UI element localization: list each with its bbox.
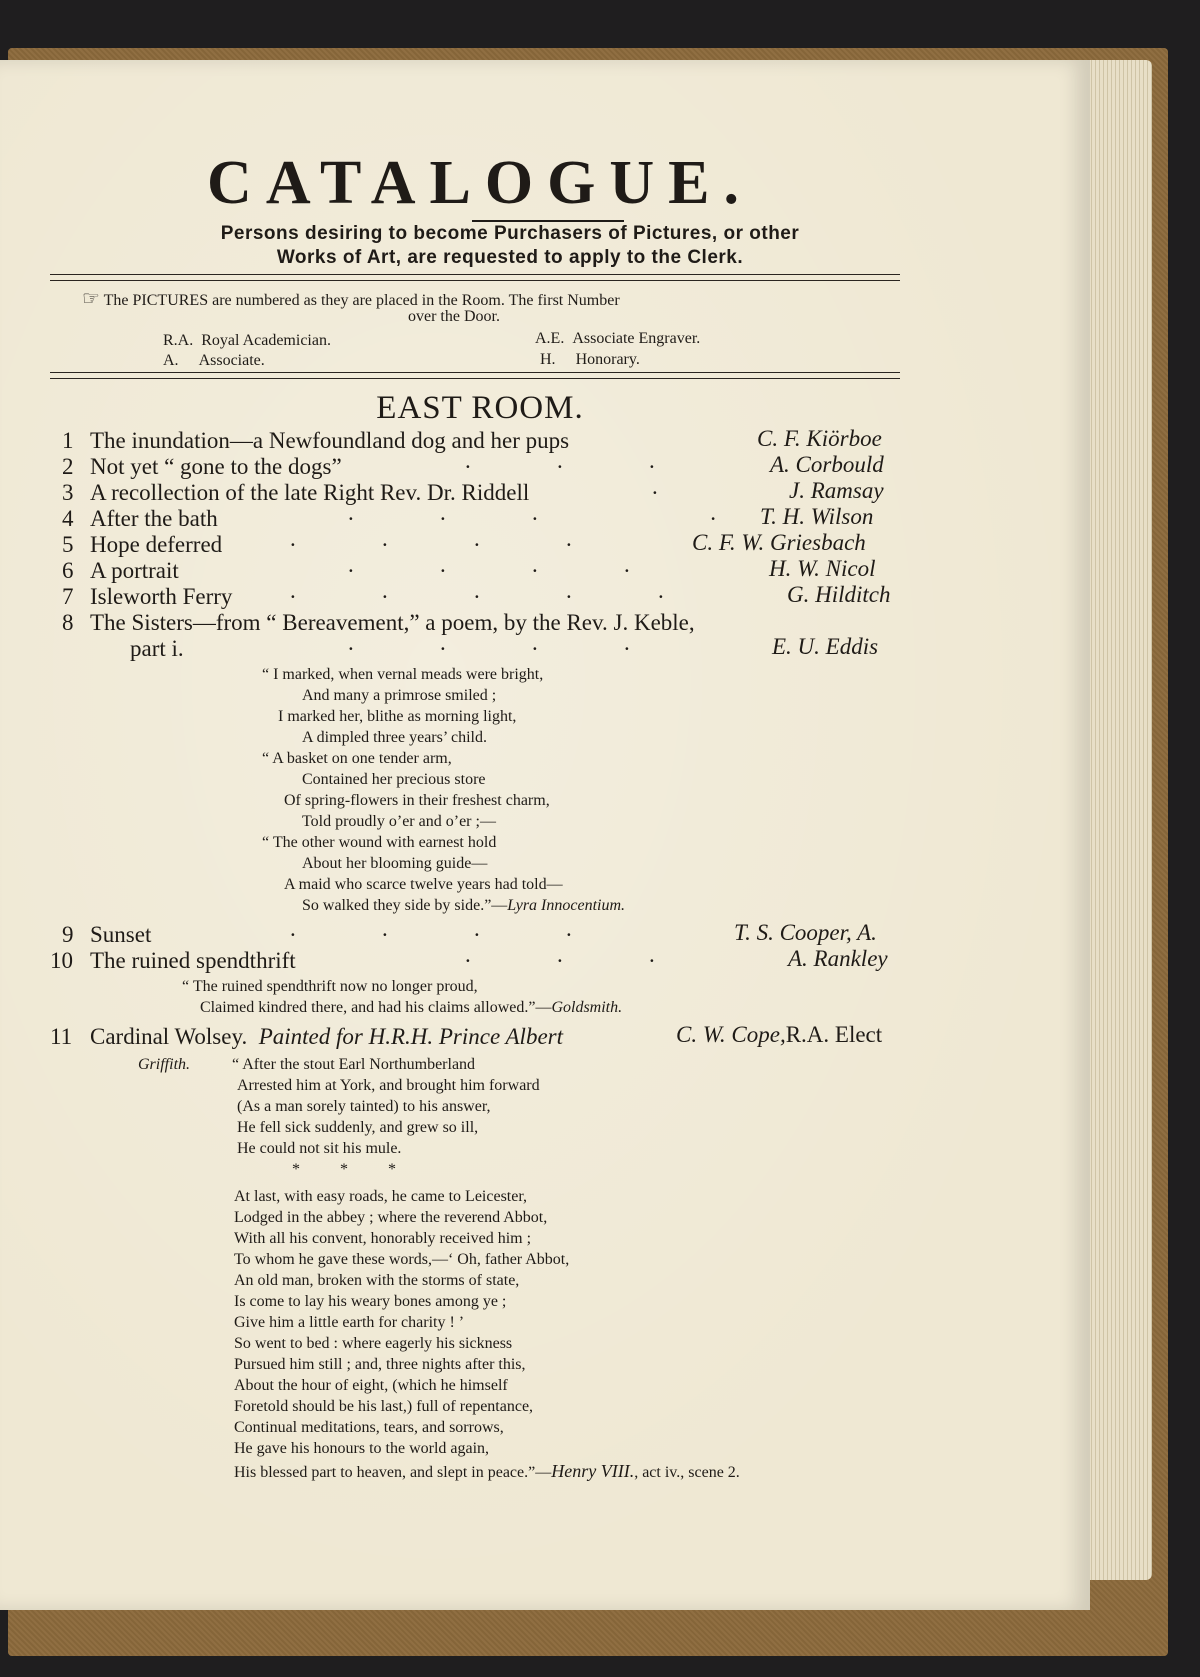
speaker-name: Griffith. — [138, 1056, 191, 1073]
verse-source: Henry VIII. — [551, 1461, 635, 1481]
verse-line: Is come to lay his weary bones among ye ; — [234, 1293, 507, 1310]
verse-line: So went to bed : where eagerly his sickness — [234, 1335, 513, 1352]
entry-artist: C. F. W. Griesbach — [692, 530, 866, 555]
entry-title: The inundation—a Newfoundland dog and her pups — [90, 428, 570, 453]
leader-dots: . . . . . — [290, 578, 664, 603]
verse-line: An old man, broken with the storms of state, — [234, 1272, 520, 1289]
abbr-h: H. Honorary. — [540, 351, 640, 368]
leader-dots: . . . — [465, 448, 655, 473]
verse-line: Pursued him still ; and, three nights after this, — [234, 1356, 526, 1373]
verse-line: About her blooming guide— — [302, 855, 488, 872]
section-title: EAST ROOM. — [376, 390, 584, 426]
verse-line: Of spring-flowers in their freshest charm, — [284, 792, 550, 809]
verse-line: A maid who scarce twelve years had told— — [284, 876, 563, 893]
verse-line-attribution: So walked they side by side.”—Lyra Innocentium. — [302, 897, 626, 914]
verse-line: Continual meditations, tears, and sorrows, — [234, 1419, 504, 1436]
page-title: CATALOGUE. — [207, 149, 753, 217]
leader-dots: . . . . — [290, 526, 572, 551]
verse-line: And many a primrose smiled ; — [302, 687, 497, 704]
entry-title: The Sisters—from “ Bereavement,” a poem, by the Rev. J. Keble, — [90, 610, 695, 635]
entry-title: After the bath — [90, 506, 218, 531]
entry-title: The ruined spendthrift — [90, 948, 296, 973]
verse-line-attribution: Claimed kindred there, and had his claims allowed.”—Goldsmith. — [200, 999, 623, 1016]
verse-line: Give him a little earth for charity ! ’ — [234, 1314, 465, 1331]
entry-artist: E. U. Eddis — [772, 634, 879, 659]
entry-number: 2 — [62, 454, 74, 479]
verse-line: Lodged in the abbey ; where the reverend Abbot, — [234, 1209, 548, 1226]
notice-line-2: over the Door. — [408, 308, 500, 325]
entry-title: Not yet “ gone to the dogs” — [90, 454, 342, 479]
abbr-a: A. Associate. — [163, 352, 265, 369]
entry-number: 1 — [62, 428, 74, 453]
verse-line: At last, with easy roads, he came to Leicester, — [234, 1188, 528, 1205]
abbr-ae: A.E. Associate Engraver. — [535, 330, 701, 347]
verse-line: To whom he gave these words,—‘ Oh, father Abbot, — [234, 1251, 570, 1268]
verse-line: Foretold should be his last,) full of repentance, — [234, 1398, 534, 1415]
entry-number: 6 — [62, 558, 74, 583]
entry-title: Hope deferred — [90, 532, 223, 557]
entry-title: Isleworth Ferry — [90, 584, 233, 609]
entry-artist: H. W. Nicol — [769, 556, 876, 581]
notice-line-1 — [82, 286, 620, 311]
leader-dots: . . . — [465, 942, 655, 967]
ellipsis-stars: * * * — [292, 1161, 396, 1178]
catalogue-page — [0, 60, 1090, 1610]
entry-title: Sunset — [90, 922, 152, 947]
leader-dots: . . . . — [348, 552, 630, 577]
entry-number: 9 — [62, 922, 74, 947]
leader-dots: . . . . — [290, 916, 572, 941]
entry-number: 4 — [62, 506, 74, 531]
entry-artist: C. W. Cope,R.A. Elect — [676, 1022, 883, 1047]
entry-artist: G. Hilditch — [787, 582, 891, 607]
subtitle-line-1: Persons desiring to become Purchasers of Pictures, or other — [220, 223, 800, 244]
verse-line: About the hour of eight, (which he himself — [234, 1377, 508, 1394]
verse-source: Lyra Innocentium. — [507, 897, 626, 914]
verse-line: A dimpled three years’ child. — [302, 729, 487, 746]
entry-title-continued: part i. — [130, 636, 184, 661]
verse-line: Contained her precious store — [302, 771, 486, 788]
entry-artist: A. Corbould — [770, 452, 884, 477]
abbr-ra: R.A. Royal Academician. — [163, 332, 331, 349]
verse-line: Arrested him at York, and brought him forward — [237, 1077, 540, 1094]
leader-dots: . . . . — [348, 630, 630, 655]
verse-line: Told proudly o’er and o’er ;— — [302, 813, 496, 830]
entry-artist: C. F. Kiörboe — [757, 426, 882, 451]
pointing-hand-icon: ☞ — [82, 288, 100, 310]
entry-artist: T. H. Wilson — [760, 504, 874, 529]
verse-line: He gave his honours to the world again, — [234, 1440, 490, 1457]
entry-number: 7 — [62, 584, 74, 609]
verse-line: “ The ruined spendthrift now no longer proud, — [182, 978, 478, 995]
verse-line-attribution: His blessed part to heaven, and slept in peace.”—Henry VIII., act iv., scene 2. — [234, 1461, 740, 1481]
leader-dots: . . . . — [348, 500, 716, 525]
entry-title: Cardinal Wolsey. Painted for H.R.H. Prince Albert — [90, 1024, 563, 1049]
verse-line: “ I marked, when vernal meads were bright, — [262, 666, 544, 683]
entry-number: 11 — [50, 1024, 73, 1049]
entry-commission: Painted for H.R.H. Prince Albert — [258, 1024, 563, 1049]
verse-line: With all his convent, honorably received him ; — [234, 1230, 532, 1247]
rule-bottom — [50, 372, 900, 379]
notice-text-1: The PICTURES are numbered as they are placed in the Room. The first Number — [103, 292, 620, 309]
entry-artist: T. S. Cooper, A. — [734, 920, 877, 945]
verse-line: I marked her, blithe as morning light, — [278, 708, 517, 725]
entry-number: 8 — [62, 610, 74, 635]
verse-line: (As a man sorely tainted) to his answer, — [237, 1098, 491, 1115]
verse-line: “ A basket on one tender arm, — [262, 750, 452, 767]
leader-dots: . — [652, 474, 658, 499]
subtitle-line-2: Works of Art, are requested to apply to the Clerk. — [276, 247, 744, 268]
verse-line: “ The other wound with earnest hold — [262, 834, 497, 851]
verse-source: Goldsmith. — [551, 999, 623, 1016]
entry-title: A recollection of the late Right Rev. Dr. Riddell — [90, 480, 530, 505]
entry-artist: A. Rankley — [788, 946, 888, 971]
entry-number: 10 — [50, 948, 73, 973]
entry-artist: J. Ramsay — [789, 478, 884, 503]
entry-number: 5 — [62, 532, 74, 557]
verse-line: He fell sick suddenly, and grew so ill, — [237, 1119, 479, 1136]
entry-number: 3 — [62, 480, 74, 505]
entry-title: A portrait — [90, 558, 179, 583]
verse-line: “ After the stout Earl Northumberland — [232, 1056, 476, 1073]
verse-line: He could not sit his mule. — [237, 1140, 402, 1157]
rule-top — [50, 274, 900, 281]
